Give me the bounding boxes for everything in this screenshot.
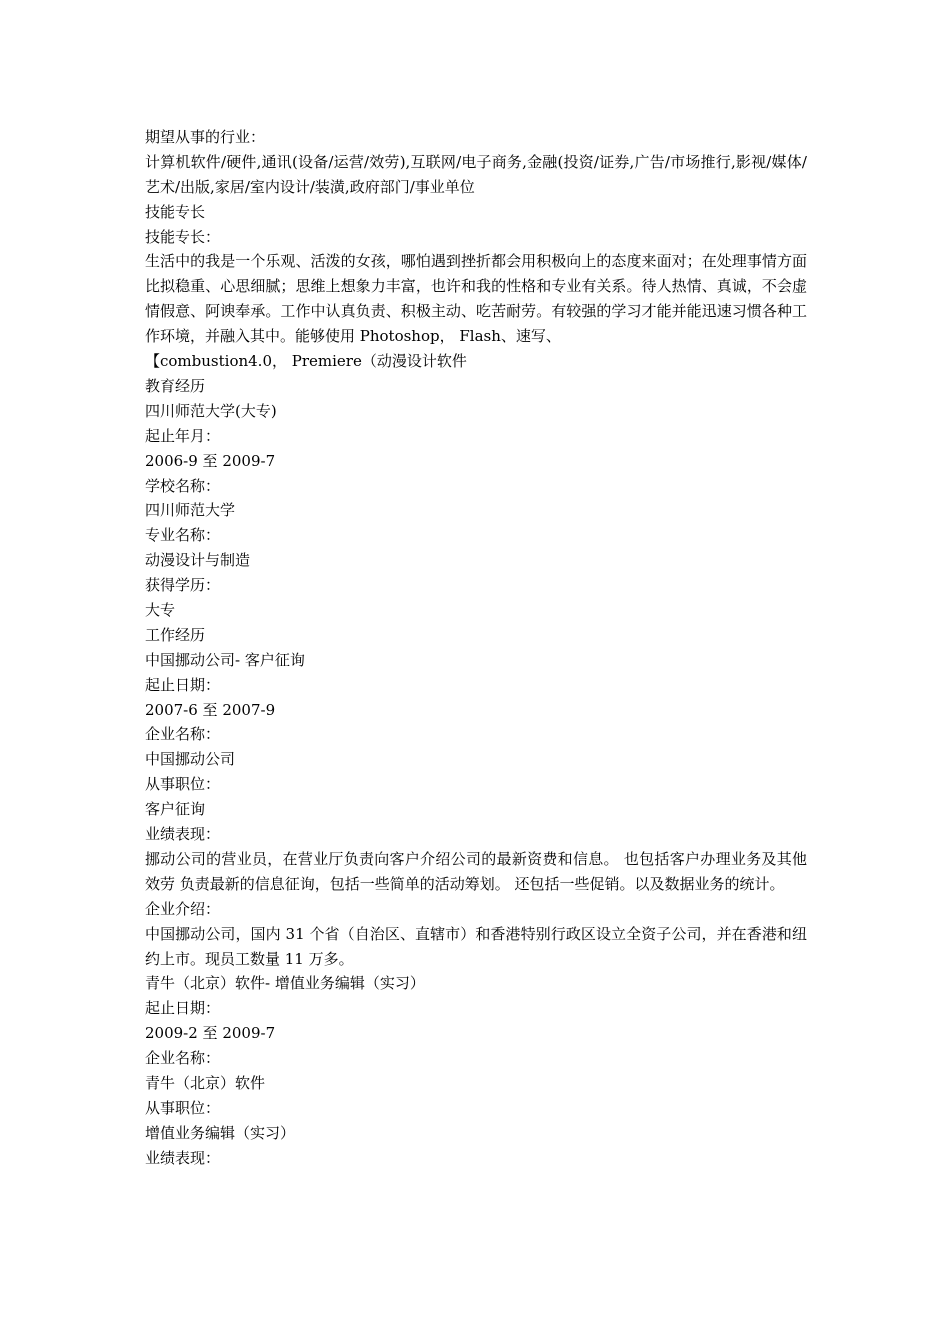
major-value: 动漫设计与制造 [145, 551, 251, 570]
label-job1-company-intro: 企业介绍： [145, 899, 221, 918]
job1-company-intro-value: 中国挪动公司，国内 31 个省（自治区、直辖市）和香港特别行政区设立全资子公司，并在香港和纽约上市。现员工数量 11 万多。 [145, 924, 807, 968]
education-title: 四川师范大学(大专) [145, 401, 277, 420]
job2-company-value: 青牛（北京）软件 [145, 1074, 266, 1092]
job2-position-value: 增值业务编辑（实习） [145, 1123, 296, 1142]
desired-industry-value: 计算机软件/硬件,通讯(设备/运营/效劳),互联网/电子商务,金融(投资/证券,广告/市场推行,影视/媒体/艺术/出版,家居/室内设计/装潢,政府部门/事业单位 [145, 152, 807, 196]
label-desired-industry: 期望从事的行业： [145, 128, 266, 146]
label-degree: 获得学历： [145, 576, 221, 595]
label-school-name: 学校名称： [145, 476, 221, 495]
label-job1-position: 从事职位： [145, 775, 221, 794]
label-job1-period: 起止日期： [145, 675, 221, 694]
label-job1-company: 企业名称： [145, 725, 221, 744]
job1-performance-value: 挪动公司的营业员，在营业厅负责向客户介绍公司的最新资费和信息。 也包括客户办理业务及其他效劳 负责最新的信息征询，包括一些简单的活动筹划。 还包括一些促销。以及数据业务的统计。 [145, 849, 807, 893]
label-job2-position: 从事职位： [145, 1098, 221, 1117]
label-job2-company: 企业名称： [145, 1049, 221, 1068]
job1-period-value: 2007-6 至 2007-9 [145, 700, 276, 719]
label-major: 专业名称： [145, 526, 221, 545]
label-job2-performance: 业绩表现： [145, 1148, 221, 1167]
education-period-value: 2006-9 至 2009-7 [145, 451, 276, 470]
label-skills: 技能专长： [145, 227, 221, 246]
school-name-value: 四川师范大学 [145, 501, 236, 520]
section-heading-skills: 技能专长 [145, 202, 206, 221]
document-page [145, 125, 807, 1171]
section-heading-work: 工作经历 [145, 625, 206, 644]
label-education-period: 起止年月： [145, 426, 221, 445]
job2-title: 青牛（北京）软件- 增值业务编辑（实习） [145, 974, 425, 993]
job1-title: 中国挪动公司- 客户征询 [145, 650, 305, 669]
label-job1-performance: 业绩表现： [145, 825, 221, 844]
label-job2-period: 起止日期： [145, 999, 221, 1018]
job1-company-value: 中国挪动公司 [145, 750, 236, 769]
skills-description: 生活中的我是一个乐观、活泼的女孩，哪怕遇到挫折都会用积极向上的态度来面对；在处理事情方面比拟稳重、心思细腻；思维上想象力丰富，也许和我的性格和专业有关系。待人热情、真诚，不会虚情假意、阿谀奉承。工作中认真负责、积极主动、吃苦耐劳。有较强的学习才能并能迅速习惯各种工作环境，并融入其中。能够使用 Photoshop， Flash、速写、 [145, 252, 807, 346]
section-heading-education: 教育经历 [145, 377, 206, 395]
job1-position-value: 客户征询 [145, 800, 206, 819]
job2-period-value: 2009-2 至 2009-7 [145, 1024, 276, 1043]
degree-value: 大专 [145, 601, 176, 620]
skills-software: 【combustion4.0， Premiere（动漫设计软件 [145, 352, 467, 371]
